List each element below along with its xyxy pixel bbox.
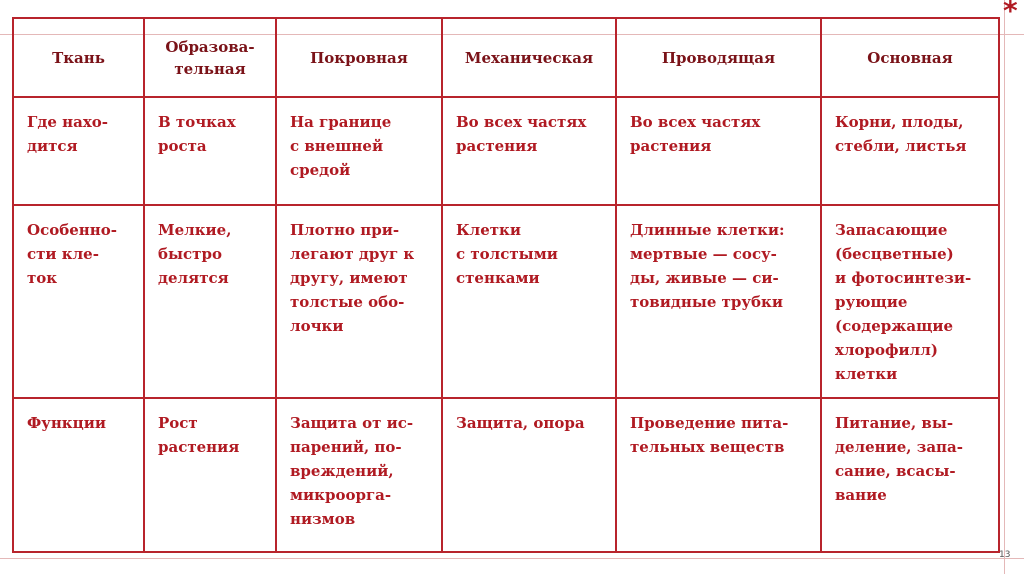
table-cell: Корни, плоды, стебли, листья [821,97,999,205]
table-cell: Рост растения [144,398,276,552]
row-label-location: Где нахо- дится [13,97,144,205]
header-mechanical: Механическая [442,18,616,97]
table-cell: Защита, опора [442,398,616,552]
corner-star-mark: * [1003,0,1018,27]
row-label-cell-features: Особенно- сти кле- ток [13,205,144,398]
table-cell: Плотно при- легают друг к другу, имеют толстые обо- лочки [276,205,442,398]
table-cell: Длинные клетки: мертвые — сосу- ды, живые — си- товидные трубки [616,205,821,398]
header-dermal: Покровная [276,18,442,97]
table-cell: В точках роста [144,97,276,205]
tissue-table [12,17,1000,553]
row-label-functions: Функции [13,398,144,552]
header-ground: Основная [821,18,999,97]
table-cell: Мелкие, быстро делятся [144,205,276,398]
header-meristem: Образова- тельная [144,18,276,97]
table-cell: Клетки с толстыми стенками [442,205,616,398]
table-header-row [13,18,999,97]
table-row [13,398,999,552]
table-cell: Проведение пита- тельных веществ [616,398,821,552]
table-cell: Защита от ис- парений, по- вреждений, микроорга- низмов [276,398,442,552]
table-row [13,205,999,398]
table-cell: Во всех частях растения [616,97,821,205]
table-row [13,97,999,205]
table-cell: Питание, вы- деление, запа- сание, всасы- вание [821,398,999,552]
table-cell: Во всех частях растения [442,97,616,205]
header-conductive: Проводящая [616,18,821,97]
frame-line-bottom [0,558,1024,559]
page-number: 13 [999,550,1011,560]
table-cell: На границе с внешней средой [276,97,442,205]
frame-line-right [1004,0,1005,574]
header-tissue: Ткань [13,18,144,97]
table-cell: Запасающие (бесцветные) и фотосинтези- рующие (содержащие хлорофилл) клетки [821,205,999,398]
